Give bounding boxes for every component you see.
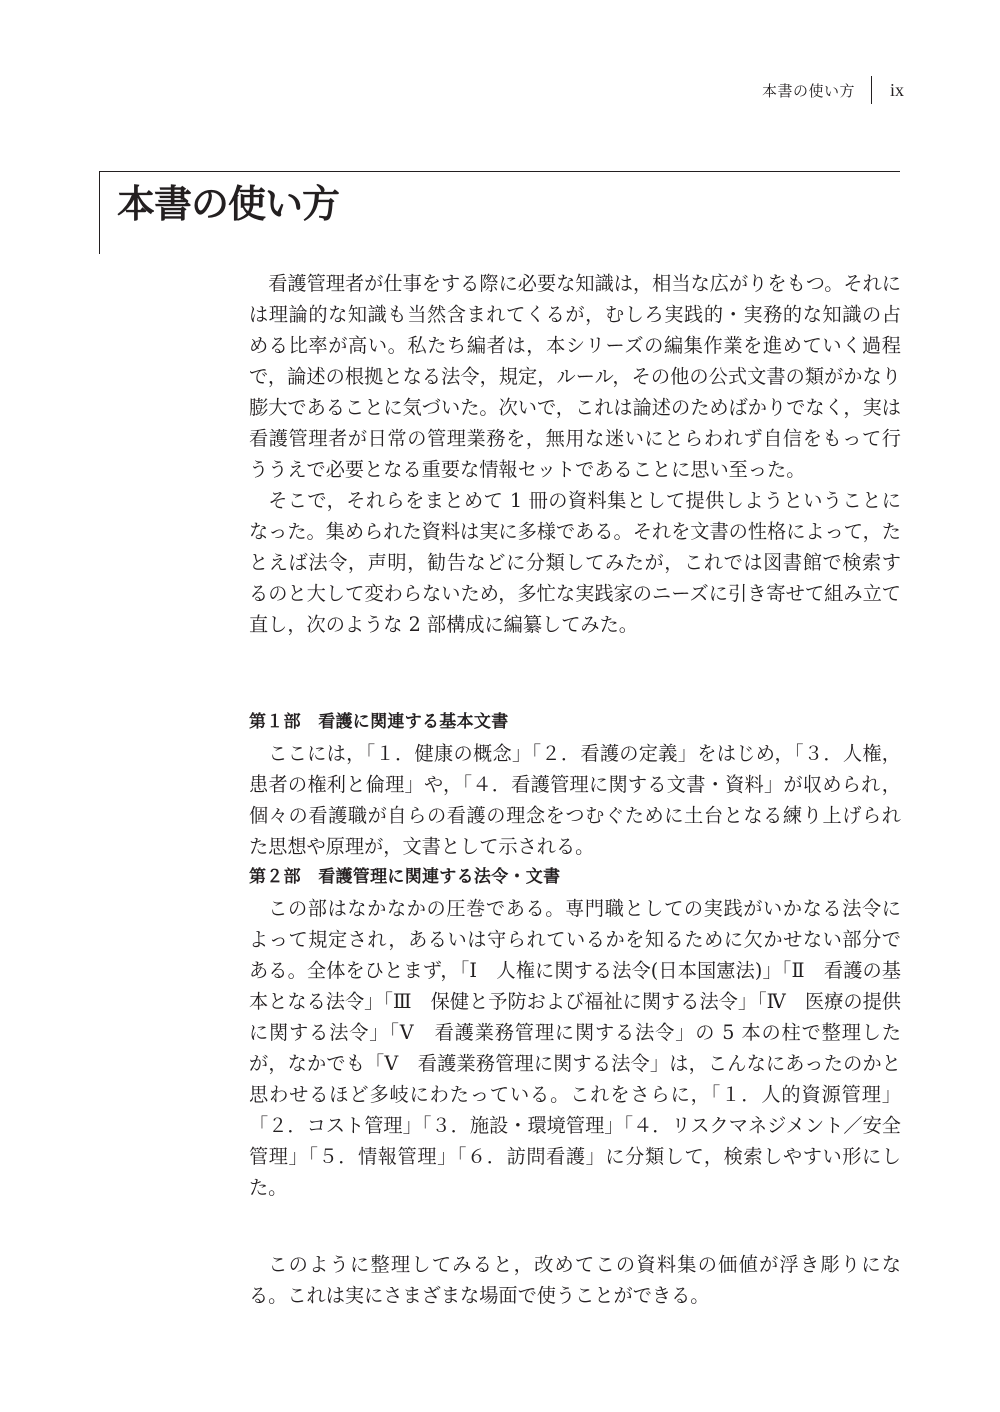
part1-heading: 第１部 看護に関連する基本文書 bbox=[249, 712, 509, 732]
intro-section bbox=[249, 268, 901, 640]
intro-paragraph-1: 看護管理者が仕事をする際に必要な知識は，相当な広がりをもつ。それには理論的な知識も当然含まれてくるが，むしろ実践的・実務的な知識の占める比率が高い。私たち編者は，本シリーズの編集作業を進めていく過程で，論述の根拠となる法令，規定，ルール，その他の公式文書の類がかなり膨大であることに気づいた。次いで，これは論述のためばかりでなく，実は看護管理者が日常の管理業務を，無用な迷いにとらわれず自信をもって行ううえで必要となる重要な情報セットであることに思い至った。 bbox=[249, 272, 901, 481]
closing-paragraph: このように整理してみると，改めてこの資料集の価値が浮き彫りになる。これは実にさまざまな場面で使うことができる。 bbox=[249, 1253, 901, 1307]
part-descriptions bbox=[249, 707, 901, 1203]
running-head bbox=[762, 76, 904, 104]
part2-heading: 第２部 看護管理に関連する法令・文書 bbox=[249, 867, 561, 887]
part2-paragraph: この部はなかなかの圧巻である。専門職としての実践がいかなる法令によって規定され，あるいは守られているかを知るために欠かせない部分である。全体をひとまず，「Ⅰ 人権に関する法令(日本国憲法)」「Ⅱ 看護の基本となる法令」「Ⅲ 保健と予防および福祉に関する法令」「Ⅳ 医療の提供に関する法令」「Ⅴ 看護業務管理に関する法令」の 5 本の柱で整理したが，なかでも「Ⅴ 看護業務管理に関する法令」は，こんなにあったのかと思わせるほど多岐にわたっている。これをさらに，「１．人的資源管理」「２．コスト管理」「３．施設・環境管理」「４．リスクマネジメント／安全管理」「５．情報管理」「６．訪問看護」に分類して，検索しやすい形にした。 bbox=[249, 897, 901, 1199]
page-number: ix bbox=[889, 79, 904, 100]
chapter-title: 本書の使い方 bbox=[117, 182, 340, 226]
closing-section bbox=[249, 1249, 901, 1311]
part1-paragraph: ここには，「１．健康の概念」「２．看護の定義」をはじめ，「３．人権，患者の権利と倫理」や，「４．看護管理に関する文書・資料」が収められ，個々の看護職が自らの看護の理念をつむぐために土台となる練り上げられた思想や原理が，文書として示される。 bbox=[249, 742, 901, 858]
intro-paragraph-2: そこで，それらをまとめて 1 冊の資料集として提供しようということになった。集められた資料は実に多様である。それを文書の性格によって，たとえば法令，声明，勧告などに分類してみたが，これでは図書館で検索するのと大して変わらないため，多忙な実践家のニーズに引き寄せて組み立て直し，次のような 2 部構成に編纂してみた。 bbox=[249, 489, 901, 636]
running-head-divider bbox=[871, 76, 872, 104]
running-head-title: 本書の使い方 bbox=[761, 81, 855, 100]
